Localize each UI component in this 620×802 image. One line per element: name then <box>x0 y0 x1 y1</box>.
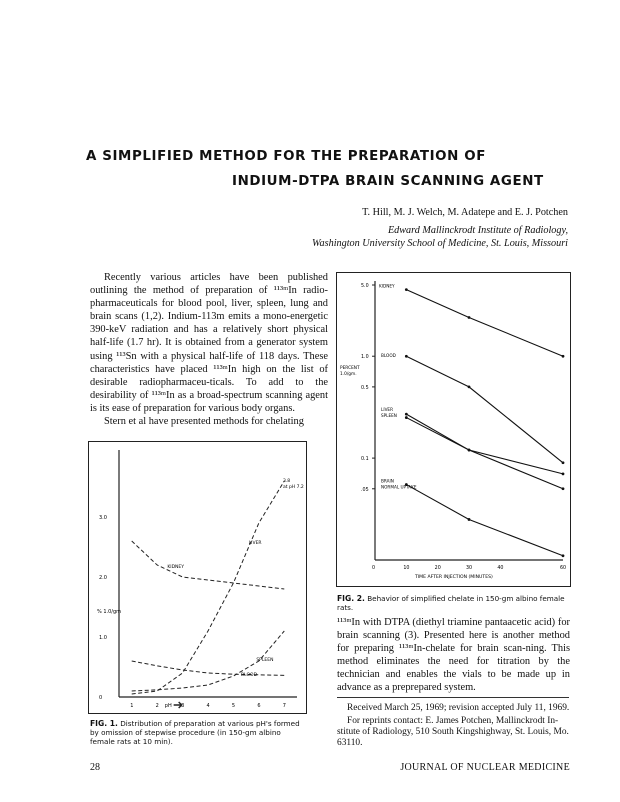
fig1-x-tick-label: 2 <box>155 703 159 709</box>
fig2-y-tick-label: 5.0 <box>361 284 369 289</box>
fig1-label-kidney: KIDNEY <box>167 565 185 570</box>
fig2-data-point <box>468 518 471 521</box>
affiliation <box>312 224 568 251</box>
fig2-series-line <box>406 414 563 489</box>
figure-2-chart <box>337 273 570 586</box>
figure-1-caption <box>90 719 306 746</box>
fig2-x-tick-label: 0 <box>372 566 376 571</box>
fig1-x-tick-label: 3 <box>181 703 185 709</box>
fig1-x-tick-label: 6 <box>257 703 261 709</box>
fig1-y-tick-label: 0 <box>99 695 103 701</box>
fig2-x-axis-label: TIME AFTER INJECTION (MINUTES) <box>415 575 493 580</box>
fig1-y-axis-label: % 1.0/gm <box>97 609 122 615</box>
footnote-received: Received March 25, 1969; revision accepted July 11, 1969. <box>347 703 570 713</box>
fig1-x-tick-label: 1 <box>130 703 134 709</box>
fig2-labels <box>379 284 417 490</box>
fig2-data-point <box>405 413 408 416</box>
fig1-x-axis-label: pH <box>164 703 172 709</box>
paragraph-1: Recently various articles have been published outlining the method of preparation of ¹¹³ᵐIn radio-pharmaceuticals for blood pool, liver, spleen, lung and brain scans (1,2). Indium-113m emits a mono-energetic 390-keV radiation and has a relatively short physical half-life (1.7 hr). It is obtained from a generator system using ¹¹³Sn with a physical half-life of 118 days. These characteristics have placed ¹¹³ᵐIn high on the list of desirable radiopharmaceu-ticals. To add to the desirability of ¹¹³ᵐIn as a broad-spectrum scanning agent is its ease of preparation for various body organs. <box>90 272 328 414</box>
footnote-rule <box>337 697 569 698</box>
fig1-y-tick-label: 3.0 <box>99 515 107 521</box>
fig2-series-line <box>406 418 563 474</box>
fig2-data-point <box>468 385 471 388</box>
fig2-series-line <box>406 290 563 357</box>
fig1-y-tick-label: 1.0 <box>99 635 107 641</box>
fig2-x-tick-label: 40 <box>497 566 504 571</box>
affiliation-line-2: Washington University School of Medicine, St. Louis, Missouri <box>312 238 568 250</box>
fig2-x-tick-label: 10 <box>403 566 410 571</box>
fig2-label-blood: BLOOD <box>381 353 396 359</box>
fig2-y-label-2: 1.0/gm. <box>340 371 357 377</box>
fig1-x-tick-label: 5 <box>231 703 236 709</box>
fig2-y-tick-label: .05 <box>361 487 369 493</box>
fig2-y-tick-label: 0.5 <box>361 385 369 391</box>
fig1-label-spleen: SPLEEN <box>256 658 274 663</box>
fig2-data-point <box>405 288 408 291</box>
fig1-caption-text: Distribution of preparation at various pH's formed by omission of stepwise procedure (in 150-gm albino female rats at 10 min). <box>90 719 300 746</box>
fig2-data-point <box>468 316 471 319</box>
affiliation-line-1: Edward Mallinckrodt Institute of Radiology, <box>387 225 568 236</box>
fig2-x-tick-label: 20 <box>434 566 441 571</box>
fig2-axes <box>340 281 566 580</box>
figure-2-caption <box>337 594 569 612</box>
figure-1-chart <box>89 442 306 713</box>
fig1-arrow-icon <box>174 702 185 709</box>
paragraph-2: Stern et al have presented methods for chelating <box>104 416 304 428</box>
fig1-series-line-blood <box>132 661 285 675</box>
fig1-series-line-kidney <box>132 541 285 589</box>
left-column-text <box>90 271 328 428</box>
fig1-x-tick-label: 4 <box>206 703 210 709</box>
fig2-x-tick-label: 30 <box>466 566 473 571</box>
fig2-data-point <box>562 472 565 475</box>
page-number: 28 <box>90 762 100 773</box>
journal-name: JOURNAL OF NUCLEAR MEDICINE <box>400 762 570 773</box>
fig1-label-liver: LIVER <box>248 541 262 546</box>
fig2-caption-text: Behavior of simplified chelate in 150-gm albino female rats. <box>337 594 565 612</box>
fig2-y-tick-label: 1.0 <box>361 355 369 361</box>
fig2-label-normal-uptake: NORMAL UPTAKE <box>381 484 417 490</box>
fig2-label-liver: LIVER <box>381 407 393 413</box>
fig2-data-point <box>468 449 471 452</box>
figure-2 <box>336 272 571 587</box>
fig1-label-blood: BLOOD <box>241 673 258 678</box>
fig1-annotation-ph: at pH 7.2 <box>283 485 304 490</box>
fig2-data-point <box>405 416 408 419</box>
fig1-axes <box>97 450 297 709</box>
right-paragraph: ¹¹³ᵐIn with DTPA (diethyl triamine pantaacetic acid) for brain scanning (3). Presented here is another method for preparing ¹¹³ᵐIn-chelate for brain scan-ning. This method eliminates the need for titration by the technician and enables the vials to be made up in advance as a preprepared system. <box>337 617 570 694</box>
fig2-y-tick-label: 0.1 <box>361 457 369 463</box>
fig2-series-line <box>406 485 563 556</box>
fig2-data-point <box>562 461 565 464</box>
fig2-data-point <box>562 554 565 557</box>
fig2-data-point <box>562 355 565 358</box>
fig1-caption-label: FIG. 1. <box>90 719 118 728</box>
fig2-label-kidney: KIDNEY <box>379 283 395 289</box>
fig2-series <box>405 288 564 557</box>
fig1-y-tick-label: 2.0 <box>99 575 107 581</box>
fig2-series-line <box>406 356 563 463</box>
footnote-reprints: For reprints contact: E. James Potchen, Mallinckrodt In-stitute of Radiology, 510 South Kingshighway, St. Louis, Mo. 63110. <box>337 716 569 748</box>
fig1-x-tick-label: 7 <box>282 703 286 709</box>
figure-1 <box>88 441 307 714</box>
footnotes <box>337 703 570 749</box>
fig1-annotation-value: 3.8 <box>283 479 291 484</box>
right-column-text <box>337 616 570 695</box>
fig2-caption-label: FIG. 2. <box>337 594 365 603</box>
fig2-label-spleen: SPLEEN <box>381 413 397 419</box>
title-line-2: INDIUM-DTPA BRAIN SCANNING AGENT <box>232 174 544 189</box>
fig2-x-tick-label: 60 <box>560 566 567 571</box>
fig2-data-point <box>562 487 565 490</box>
fig2-data-point <box>405 355 408 358</box>
fig2-label-brain: BRAIN <box>381 478 394 484</box>
fig2-y-label-1: PERCENT <box>340 365 360 371</box>
authors: T. Hill, M. J. Welch, M. Adatepe and E. J. Potchen <box>362 207 568 218</box>
title-line-1: A SIMPLIFIED METHOD FOR THE PREPARATION OF <box>86 149 486 164</box>
